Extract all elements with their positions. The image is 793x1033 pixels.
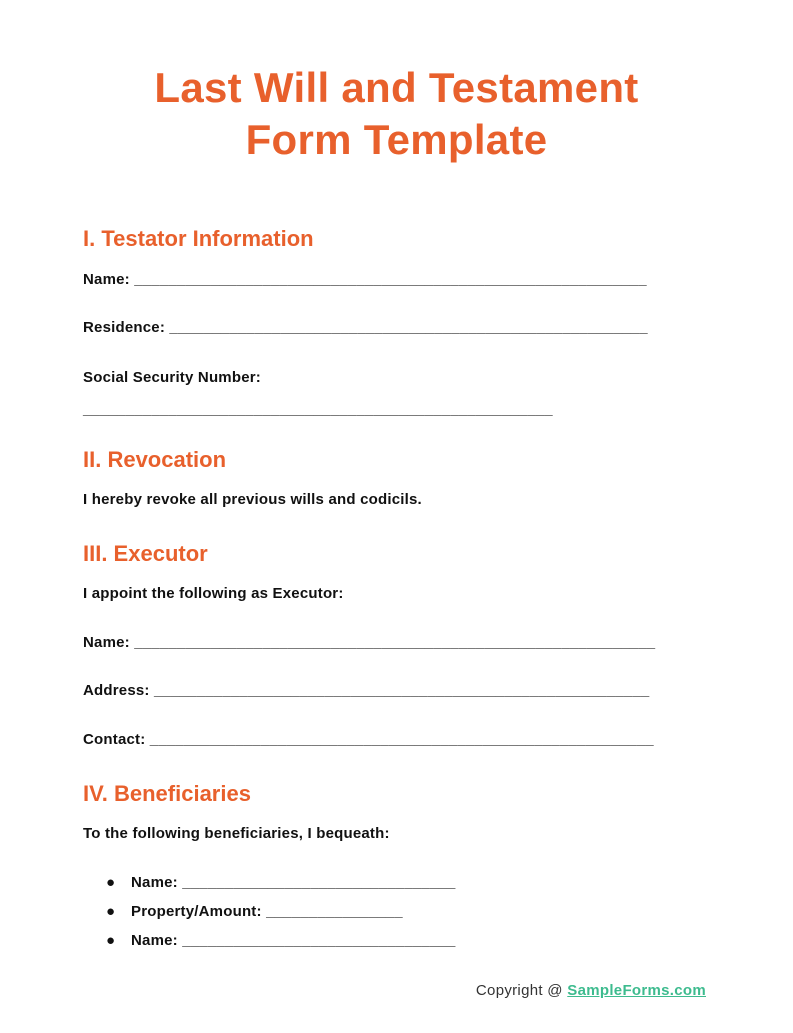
list-item [106, 902, 456, 931]
section-heading-revocation: II. Revocation [83, 447, 227, 472]
copyright-text: Copyright @ [475, 982, 568, 999]
section-heading-executor: III. Executor [83, 541, 208, 566]
executor-name-field: Name: _____________________________________________________________ [83, 634, 656, 651]
beneficiary-name-field: Name: ________________________________ [131, 932, 456, 949]
section-heading-testator: I. Testator Information [83, 226, 314, 251]
beneficiary-name-field: Name: ________________________________ [131, 874, 456, 891]
page-title [0, 62, 793, 166]
revocation-text: I hereby revoke all previous wills and codicils. [83, 491, 422, 508]
bullet-icon: ● [106, 932, 116, 949]
beneficiaries-intro: To the following beneficiaries, I bequeath: [83, 825, 390, 842]
testator-ssn-label: Social Security Number: [83, 369, 261, 386]
bullet-icon: ● [106, 903, 116, 920]
title-line-1: Last Will and Testament [154, 64, 639, 111]
beneficiaries-list [106, 873, 456, 960]
title-line-2: Form Template [245, 116, 548, 163]
bullet-icon: ● [106, 874, 116, 891]
section-heading-beneficiaries: IV. Beneficiaries [83, 781, 251, 806]
brand-link[interactable]: SampleForms.com [567, 982, 706, 999]
executor-contact-field: Contact: ___________________________________________________________ [83, 731, 654, 748]
testator-ssn-blank: _______________________________________________________ [83, 401, 553, 418]
beneficiary-property-field: Property/Amount: ________________ [131, 903, 403, 920]
copyright-footer [476, 981, 706, 1001]
list-item [106, 873, 456, 902]
executor-intro: I appoint the following as Executor: [83, 585, 344, 602]
executor-address-field: Address: __________________________________________________________ [83, 682, 650, 699]
list-item [106, 931, 456, 960]
testator-residence-field: Residence: ________________________________________________________ [83, 319, 648, 336]
testator-name-field: Name: ____________________________________________________________ [83, 271, 647, 288]
